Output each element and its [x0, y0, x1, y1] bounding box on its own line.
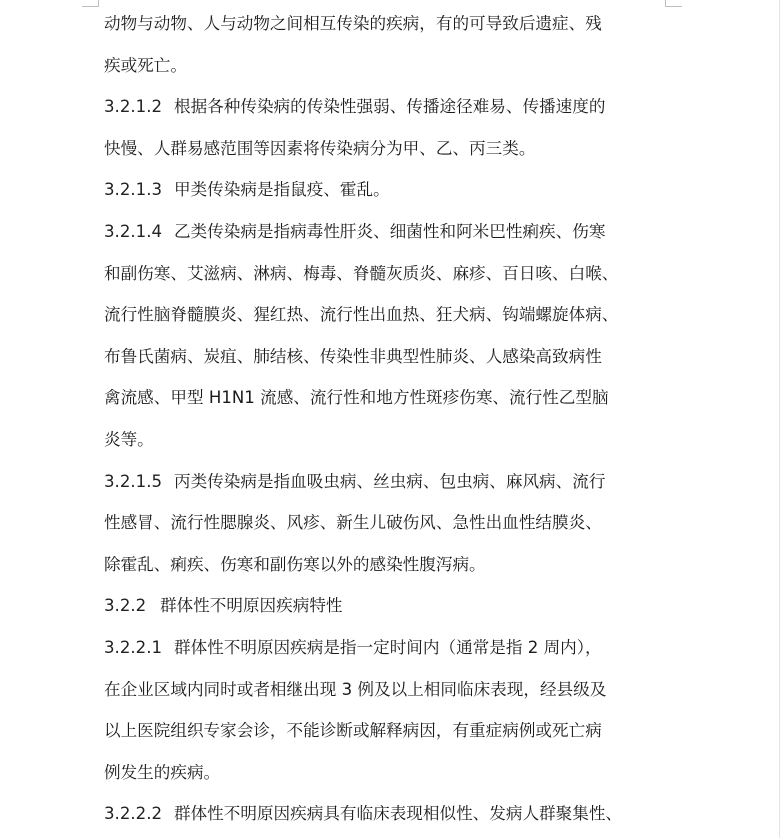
paragraph-line: 以上医院组织专家会诊，不能诊断或解释病因，有重症病例或死亡病: [104, 721, 602, 741]
paragraph-line: 例发生的疾病。: [104, 762, 221, 782]
section-heading-text: 群体性不明原因疾病特性: [160, 596, 343, 616]
paragraph-3-2-1-2: [104, 86, 664, 169]
paragraph-text: 乙类传染病是指病毒性肝炎、细菌性和阿米巴性痢疾、伤寒: [174, 221, 606, 241]
paragraph-3-2-1-4: [104, 211, 664, 461]
paragraph-text: 丙类传染病是指血吸虫病、丝虫病、包虫病、麻风病、流行: [174, 471, 606, 491]
paragraph-line: [104, 169, 664, 211]
paragraph-line: 快慢、人群易感范围等因素将传染病分为甲、乙、丙三类。: [104, 138, 536, 158]
paragraph-text: 群体性不明原因疾病是指一定时间内（通常是指 2 周内），: [174, 637, 602, 657]
clause-number: 3.2.1.2: [104, 97, 163, 117]
paragraph-line: [104, 627, 664, 669]
paragraph-line: 炎等。: [104, 429, 154, 449]
paragraph-3-2-1-1-continued: [104, 3, 664, 86]
paragraph-line: [104, 585, 664, 627]
margin-corner-mark-left: [82, 0, 99, 7]
paragraph-text: 甲类传染病是指鼠疫、霍乱。: [174, 180, 390, 200]
clause-number: 3.2.1.3: [104, 180, 163, 200]
paragraph-line: [104, 211, 664, 253]
paragraph-line: 疾或死亡。: [104, 55, 187, 75]
clause-number: 3.2.2.2: [104, 804, 163, 824]
clause-number: 3.2.2: [104, 596, 147, 616]
paragraph-3-2-2-1: [104, 627, 664, 793]
document-body: [104, 3, 664, 835]
paragraph-line: 除霍乱、痢疾、伤寒和副伤寒以外的感染性腹泻病。: [104, 554, 486, 574]
paragraph-3-2-1-5: [104, 461, 664, 586]
paragraph-line: 性感冒、流行性腮腺炎、风疹、新生儿破伤风、急性出血性结膜炎、: [104, 513, 602, 533]
paragraph-line: [104, 461, 664, 503]
paragraph-text: 群体性不明原因疾病具有临床表现相似性、发病人群聚集性、: [174, 804, 623, 824]
paragraph-line: 流行性脑脊髓膜炎、猩红热、流行性出血热、狂犬病、钩端螺旋体病、: [104, 305, 619, 325]
clause-number: 3.2.2.1: [104, 637, 163, 657]
paragraph-line: 在企业区域内同时或者相继出现 3 例及以上相同临床表现，经县级及: [104, 679, 607, 699]
margin-corner-mark-right: [665, 0, 682, 7]
paragraph-3-2-2-2: [104, 793, 664, 835]
paragraph-line: 布鲁氏菌病、炭疽、肺结核、传染性非典型性肺炎、人感染高致病性: [104, 346, 602, 366]
paragraph-text: 根据各种传染病的传染性强弱、传播途径难易、传播速度的: [174, 97, 606, 117]
paragraph-line: [104, 793, 664, 835]
paragraph-line: 禽流感、甲型 H1N1 流感、流行性和地方性斑疹伤寒、流行性乙型脑: [104, 388, 609, 408]
clause-number: 3.2.1.4: [104, 221, 163, 241]
section-heading-3-2-2: [104, 585, 664, 627]
clause-number: 3.2.1.5: [104, 471, 163, 491]
paragraph-3-2-1-3: [104, 169, 664, 211]
paragraph-line: [104, 86, 664, 128]
paragraph-line: 和副伤寒、艾滋病、淋病、梅毒、脊髓灰质炎、麻疹、百日咳、白喉、: [104, 263, 619, 283]
paragraph-line: 动物与动物、人与动物之间相互传染的疾病，有的可导致后遗症、残: [104, 14, 602, 33]
